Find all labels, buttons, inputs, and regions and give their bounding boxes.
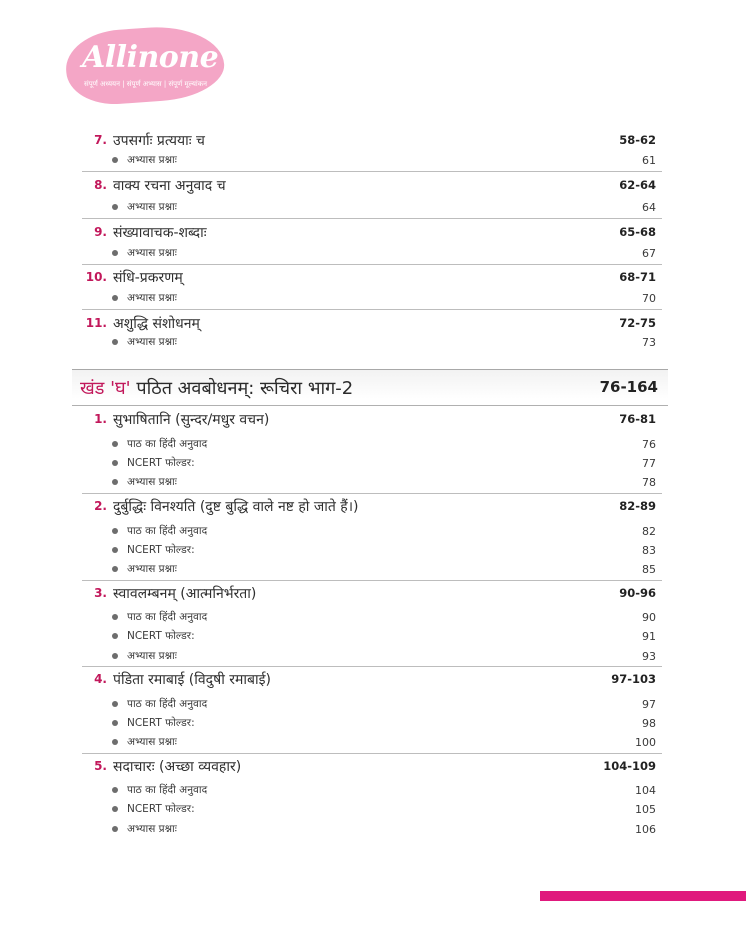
brand-logo [66,28,224,102]
chapter-title: पंडिता रमाबाई (विदुषी रमाबाई) [113,671,271,688]
sub-item-page: 61 [642,153,656,167]
toc-sub-row[interactable] [112,799,656,819]
toc-sub-row[interactable] [112,332,656,352]
chapter-number: 7. [94,133,107,147]
chapter-page-range: 82-89 [619,499,656,513]
bullet-icon [112,739,118,745]
toc-chapter-row[interactable] [82,582,656,604]
bullet-icon [112,653,118,659]
toc-sub-row[interactable] [112,646,656,666]
chapter-page-range: 104-109 [603,759,656,773]
toc-chapter-row[interactable] [82,221,656,243]
sub-item-page: 97 [642,697,656,711]
sub-item-label: पाठ का हिंदी अनुवाद [127,698,208,710]
row-divider [82,580,662,581]
sub-item-label: पाठ का हिंदी अनुवाद [127,525,208,537]
chapter-number: 8. [94,178,107,192]
sub-item-label: अभ्यास प्रश्नाः [127,201,177,213]
toc-sub-row[interactable] [112,559,656,579]
section-header[interactable] [72,369,668,406]
bullet-icon [112,339,118,345]
toc-sub-row[interactable] [112,197,656,217]
bullet-icon [112,614,118,620]
bullet-icon [112,528,118,534]
toc-sub-row[interactable] [112,780,656,800]
sub-item-page: 78 [642,475,656,489]
chapter-number: 11. [85,316,107,330]
sub-item-label: अभ्यास प्रश्नाः [127,292,177,304]
chapter-page-range: 58-62 [619,133,656,147]
chapter-title: संधि-प्रकरणम् [113,269,183,286]
sub-item-label: अभ्यास प्रश्नाः [127,336,177,348]
sub-item-page: 93 [642,649,656,663]
chapter-page-range: 90-96 [619,586,656,600]
row-divider [82,218,662,219]
toc-sub-row[interactable] [112,150,656,170]
toc-sub-row[interactable] [112,607,656,627]
sub-item-page: 77 [642,456,656,470]
sub-item-page: 98 [642,716,656,730]
bullet-icon [112,157,118,163]
toc-chapter-row[interactable] [82,755,656,777]
sub-item-page: 91 [642,629,656,643]
bullet-icon [112,787,118,793]
chapter-title: संख्यावाचक-शब्दाः [113,224,207,241]
section-title: पठित अवबोधनम्: रूचिरा भाग-2 [136,378,354,399]
sub-item-page: 105 [635,802,656,816]
row-divider [82,309,662,310]
chapter-number: 4. [94,672,107,686]
logo-tagline: संपूर्ण अध्ययन | संपूर्ण अभ्यास | संपूर्ण मूल्यांकन [84,80,207,88]
row-divider [82,493,662,494]
logo-wordmark: Allinone [82,40,219,75]
chapter-title: स्वावलम्बनम् (आत्मनिर्भरता) [113,585,257,602]
chapter-page-range: 62-64 [619,178,656,192]
sub-item-label: अभ्यास प्रश्नाः [127,823,177,835]
chapter-title: सदाचारः (अच्छा व्यवहार) [113,758,242,775]
row-divider [82,171,662,172]
bullet-icon [112,204,118,210]
toc-sub-row[interactable] [112,521,656,541]
bullet-icon [112,633,118,639]
toc-sub-row[interactable] [112,713,656,733]
chapter-page-range: 72-75 [619,316,656,330]
sub-item-label: अभ्यास प्रश्नाः [127,736,177,748]
section-page-range: 76-164 [599,378,658,396]
sub-item-page: 76 [642,437,656,451]
toc-sub-row[interactable] [112,453,656,473]
toc-chapter-row[interactable] [82,174,656,196]
sub-item-label: NCERT फोल्डर: [127,717,195,729]
row-divider [82,666,662,667]
chapter-page-range: 97-103 [611,672,656,686]
toc-chapter-row[interactable] [82,312,656,334]
sub-item-label: अभ्यास प्रश्नाः [127,476,177,488]
chapter-number: 1. [94,412,107,426]
toc-sub-row[interactable] [112,243,656,263]
sub-item-page: 73 [642,335,656,349]
sub-item-label: NCERT फोल्डर: [127,544,195,556]
bullet-icon [112,826,118,832]
toc-chapter-row[interactable] [82,408,656,430]
sub-item-label: NCERT फोल्डर: [127,457,195,469]
chapter-title: अशुद्धि संशोधनम् [113,315,200,332]
sub-item-label: अभ्यास प्रश्नाः [127,154,177,166]
chapter-number: 5. [94,759,107,773]
bullet-icon [112,806,118,812]
toc-chapter-row[interactable] [82,668,656,690]
row-divider [82,753,662,754]
sub-item-page: 85 [642,562,656,576]
bullet-icon [112,479,118,485]
chapter-number: 3. [94,586,107,600]
footer-accent-bar [540,891,746,901]
toc-sub-row[interactable] [112,288,656,308]
chapter-number: 9. [94,225,107,239]
sub-item-page: 104 [635,783,656,797]
chapter-title: सुभाषितानि (सुन्दर/मधुर वचन) [113,411,270,428]
bullet-icon [112,295,118,301]
chapter-title: उपसर्गाः प्रत्ययाः च [113,132,205,149]
chapter-page-range: 76-81 [619,412,656,426]
sub-item-page: 70 [642,291,656,305]
sub-item-label: NCERT फोल्डर: [127,803,195,815]
section-label: खंड 'घ' [80,378,131,399]
toc-chapter-row[interactable] [82,129,656,151]
bullet-icon [112,250,118,256]
toc-sub-row[interactable] [112,819,656,839]
sub-item-page: 106 [635,822,656,836]
sub-item-page: 64 [642,200,656,214]
toc-chapter-row[interactable] [82,495,656,517]
chapter-title: वाक्य रचना अनुवाद च [113,177,226,194]
toc-sub-row[interactable] [112,434,656,454]
sub-item-page: 100 [635,735,656,749]
toc-sub-row[interactable] [112,626,656,646]
bullet-icon [112,460,118,466]
sub-item-page: 90 [642,610,656,624]
chapter-page-range: 65-68 [619,225,656,239]
toc-sub-row[interactable] [112,472,656,492]
sub-item-page: 67 [642,246,656,260]
sub-item-label: NCERT फोल्डर: [127,630,195,642]
toc-chapter-row[interactable] [82,266,656,288]
chapter-title: दुर्बुद्धिः विनश्यति (दुष्ट बुद्धि वाले नष्ट हो जाते हैं।) [113,498,359,515]
chapter-page-range: 68-71 [619,270,656,284]
sub-item-label: पाठ का हिंदी अनुवाद [127,611,208,623]
sub-item-label: अभ्यास प्रश्नाः [127,247,177,259]
row-divider [82,264,662,265]
section-title-line [80,376,353,400]
sub-item-label: अभ्यास प्रश्नाः [127,563,177,575]
bullet-icon [112,441,118,447]
section-divider [72,405,668,406]
bullet-icon [112,701,118,707]
chapter-number: 2. [94,499,107,513]
sub-item-label: अभ्यास प्रश्नाः [127,650,177,662]
bullet-icon [112,547,118,553]
sub-item-label: पाठ का हिंदी अनुवाद [127,784,208,796]
sub-item-label: पाठ का हिंदी अनुवाद [127,438,208,450]
bullet-icon [112,720,118,726]
toc-sub-row[interactable] [112,694,656,714]
chapter-number: 10. [85,270,107,284]
sub-item-page: 83 [642,543,656,557]
bullet-icon [112,566,118,572]
toc-sub-row[interactable] [112,540,656,560]
sub-item-page: 82 [642,524,656,538]
toc-sub-row[interactable] [112,732,656,752]
